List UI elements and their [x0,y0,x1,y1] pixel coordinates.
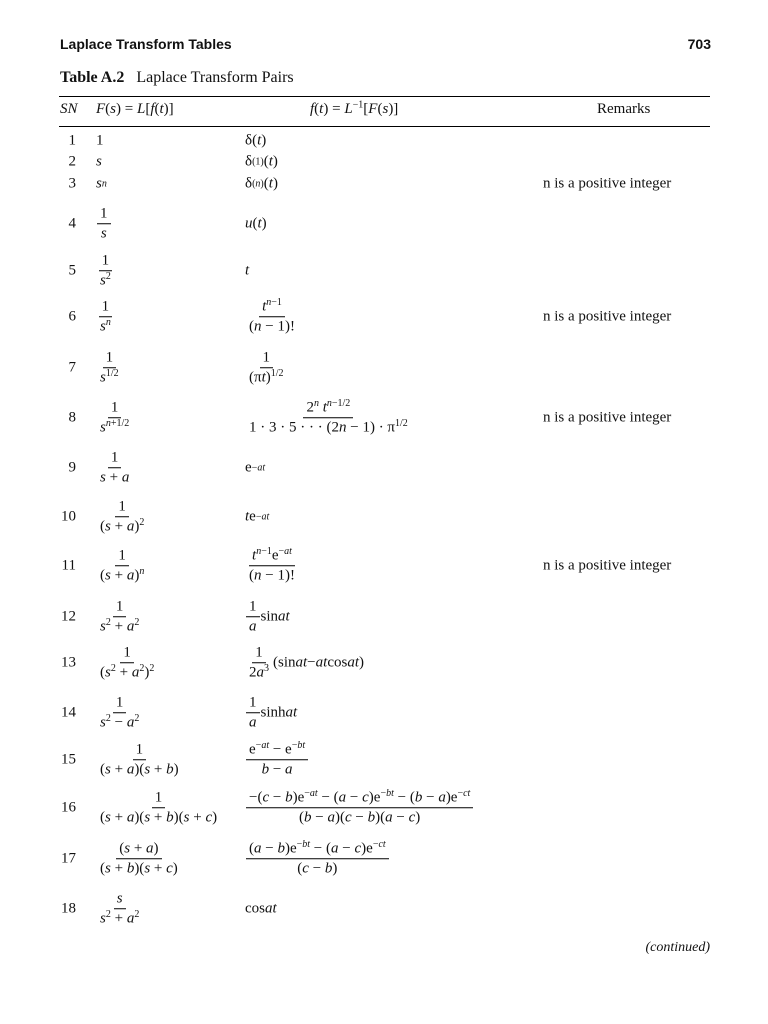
row-number: 18 [61,900,76,917]
time-domain-expression: $\frac{t^{n-1}}{(n - 1)!}$ [249,296,295,335]
row-number: 1 [68,132,76,149]
page-number: 703 [687,36,711,52]
row-number: 6 [68,308,76,325]
column-header-ft: $f(t) = L^{-1}[F(s)]$ [310,99,399,117]
table-title: Laplace Transform Pairs [136,69,294,86]
time-domain-expression: $\frac{1}{(\pi t)^{1/2}}$ [249,349,284,386]
laplace-domain-expression: $\frac{1}{(s + a)(s + b)}$ [100,741,179,778]
row-number: 15 [61,751,76,768]
time-domain-expression: $\frac{1}{2a^3}$ (sin at − at cos at ) [249,644,364,681]
time-domain-expression: $\frac{e^{-at} - e^{-bt}}{b - a}$ [245,741,309,779]
remark: n is a positive integer [543,409,672,426]
row-number: 12 [61,608,76,625]
time-domain-expression: e −at [245,459,266,476]
row-number: 2 [68,153,76,170]
laplace-domain-expression: $\frac{1}{s}$ [96,205,112,243]
continued-note: (continued) [645,940,710,955]
row-number: 4 [68,215,76,232]
laplace-domain-expression: $\frac{1}{s^{n+1/2}}$ [100,399,130,436]
time-domain-expression: cos at [245,900,277,917]
table-top-rule [59,96,710,97]
row-number: 5 [68,262,76,279]
time-domain-expression: $\frac{1}{a}$ sinh at [245,694,297,732]
laplace-domain-expression: $\frac{1}{s + a}$ [100,449,130,486]
remark: n is a positive integer [543,557,672,574]
row-number: 14 [61,704,76,721]
laplace-domain-expression: $\frac{1}{s^2 - a^2}$ [100,694,140,731]
table-caption [60,69,294,87]
row-number: 17 [61,850,76,867]
laplace-domain-expression: s [96,153,102,170]
time-domain-expression: δ( t ) [245,132,267,149]
remark: n is a positive integer [543,308,672,325]
laplace-domain-expression: $\frac{(s + a)}{(s + b)(s + c)}$ [100,840,178,877]
laplace-domain-expression: $\frac{1}{s^2 + a^2}$ [100,598,140,635]
time-domain-expression: $\frac{2^n t^{n-1/2}}{1 \cdot 3 \cdot 5 \cdot \cdot \cdot (2n - 1) \cdot \pi^{1/2}}$ [249,397,408,436]
column-header-remarks: Remarks [597,101,651,117]
time-domain-expression: δ (n) ( t ) [245,175,278,192]
column-header-sn: SN [60,101,78,117]
laplace-domain-expression: $\frac{1}{(s + a)(s + b)(s + c)}$ [100,789,218,826]
running-title: Laplace Transform Tables [60,36,232,52]
row-number: 9 [68,459,76,476]
remark: n is a positive integer [543,175,672,192]
laplace-domain-expression: s n [96,175,107,192]
laplace-domain-expression: $\frac{1}{(s^2 + a^2)^2}$ [100,644,155,681]
row-number: 16 [61,799,76,816]
row-number: 7 [68,359,76,376]
table-label: Table A.2 [60,69,125,86]
row-number: 11 [61,557,76,574]
time-domain-expression: $\frac{1}{a}$ sin at [245,598,290,636]
time-domain-expression: δ (1) ( t ) [245,153,278,170]
laplace-domain-expression: $\frac{1}{s^{1/2}}$ [100,349,119,386]
row-number: 13 [61,654,76,671]
column-header-fs: F(s) = L[f(t)] [96,101,174,117]
laplace-domain-expression: $\frac{s}{s^2 + a^2}$ [100,890,140,927]
time-domain-expression: $\frac{(a - b)e^{-bt} - (a - c)e^{-ct}}{(c - b)}$ [245,840,390,878]
laplace-domain-expression: 1 [96,132,104,149]
row-number: 10 [61,508,76,525]
table-header-rule [59,126,710,127]
laplace-domain-expression: $\frac{1}{(s + a)^2}$ [100,498,145,535]
time-domain-expression: $\frac{t^{n-1}e^{-at}}{(n - 1)!}$ [249,545,295,584]
time-domain-expression: u ( t ) [245,215,267,232]
time-domain-expression: t e −at [245,508,270,525]
row-number: 3 [68,175,76,192]
laplace-domain-expression: $\frac{1}{s^n}$ [100,298,111,335]
row-number: 8 [68,409,76,426]
laplace-domain-expression: $\frac{1}{s^2}$ [100,252,111,289]
time-domain-expression: $\frac{-(c - b)e^{-at} - (a - c)e^{-bt} - (b - a)e^{-ct}}{(b - a)(c - b)(a - c)}$ [245,789,474,827]
time-domain-expression: t [245,262,250,279]
laplace-domain-expression: $\frac{1}{(s + a)^n}$ [100,547,145,584]
